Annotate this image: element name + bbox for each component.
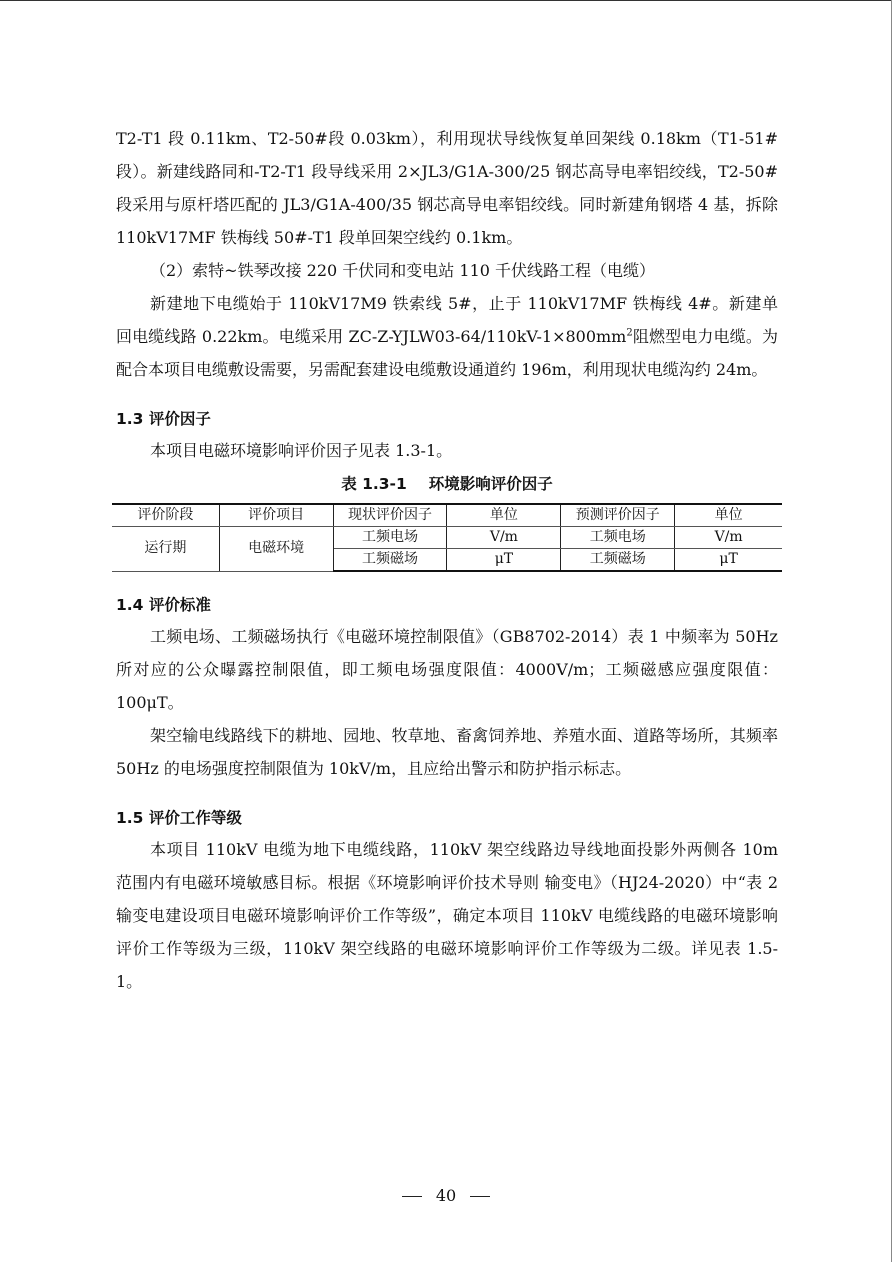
table-header-row: [112, 504, 782, 527]
cell-current-factor: 工频磁场: [333, 549, 447, 572]
paragraph-1-5: 本项目 110kV 电缆为地下电缆线路，110kV 架空线路边导线地面投影外两侧各 10m 范围内有电磁环境敏感目标。根据《环境影响评价技术导则 输变电》（HJ24-2020）中“表 2 输变电建设项目电磁环境影响评价工作等级”，确定本项目 110kV 电缆线路的电磁环境影响评价工作等级为三级，110kV 架空线路的电磁环境影响评价工作等级为二级。详见表 1.5-1。: [116, 840, 778, 991]
header-item: 评价项目: [219, 504, 333, 527]
paragraph-1-4-a: 工频电场、工频磁场执行《电磁环境控制限值》（GB8702-2014）表 1 中频率为 50Hz 所对应的公众曝露控制限值，即工频电场强度限值：4000V/m；工频磁感应强度限值：100μT。: [116, 627, 778, 712]
cell-predict-factor: 工频磁场: [561, 549, 675, 572]
header-unit-predict: 单位: [675, 504, 782, 527]
cell-current-factor: 工频电场: [333, 527, 447, 549]
header-current-factor: 现状评价因子: [333, 504, 447, 527]
page-number: 40: [435, 1186, 457, 1205]
table-row: [112, 527, 782, 549]
paragraph-cable-part1: 新建地下电缆始于 110kV17M9 铁索线 5#，止于 110kV17MF 铁梅线 4#。新建单回电缆线路 0.22km。电缆采用 ZC-Z-YJLW03-64/110kV-1×800mm: [116, 294, 778, 346]
cell-unit-predict: μT: [675, 549, 782, 572]
header-predict-factor: 预测评价因子: [561, 504, 675, 527]
cell-unit-current: V/m: [447, 527, 561, 549]
table-caption-title: 环境影响评价因子: [428, 475, 553, 493]
heading-1-3: 1.3 评价因子: [116, 410, 211, 428]
heading-1-5: 1.5 评价工作等级: [116, 809, 242, 827]
table-caption-number: 表 1.3-1: [341, 475, 407, 493]
paragraph-1-3: 本项目电磁环境影响评价因子见表 1.3-1。: [150, 441, 453, 460]
top-border: [0, 0, 892, 1]
subsection-title-cable: （2）索特~铁琴改接 220 千伏同和变电站 110 千伏线路工程（电缆）: [150, 261, 656, 280]
page-footer: [0, 1186, 892, 1205]
paragraph-1-4-b: 架空输电线路线下的耕地、园地、牧草地、畜禽饲养地、养殖水面、道路等场所，其频率 50Hz 的电场强度控制限值为 10kV/m，且应给出警示和防护指示标志。: [116, 726, 778, 778]
header-stage: 评价阶段: [112, 504, 219, 527]
cell-stage: 运行期: [112, 527, 219, 572]
cell-unit-current: μT: [447, 549, 561, 572]
superscript-2: 2: [626, 327, 633, 339]
document-body: [116, 122, 778, 998]
evaluation-factor-table: [112, 503, 782, 572]
paragraph-cable-part2: 阻燃型电力电缆。为配合本项目电缆敷设需要，另需配套建设电缆敷设通道约 196m，利用现状电缆沟约 24m。: [116, 327, 778, 379]
footer-dash-left: [402, 1196, 422, 1197]
cell-item: 电磁环境: [219, 527, 333, 572]
paragraph-cable: [116, 287, 778, 386]
heading-1-4: 1.4 评价标准: [116, 596, 211, 614]
table-caption: [116, 469, 778, 499]
cell-unit-predict: V/m: [675, 527, 782, 549]
footer-dash-right: [470, 1196, 490, 1197]
paragraph-continuation: T2-T1 段 0.11km、T2-50#段 0.03km），利用现状导线恢复单回架线 0.18km（T1-51#段）。新建线路同和-T2-T1 段导线采用 2×JL3/G1A-300/25 钢芯高导电率铝绞线，T2-50#段采用与原杆塔匹配的 JL3/G1A-400/35 钢芯高导电率铝绞线。同时新建角钢塔 4 基，拆除 110kV17MF 铁梅线 50#-T1 段单回架空线约 0.1km。: [116, 129, 778, 247]
cell-predict-factor: 工频电场: [561, 527, 675, 549]
header-unit-current: 单位: [447, 504, 561, 527]
